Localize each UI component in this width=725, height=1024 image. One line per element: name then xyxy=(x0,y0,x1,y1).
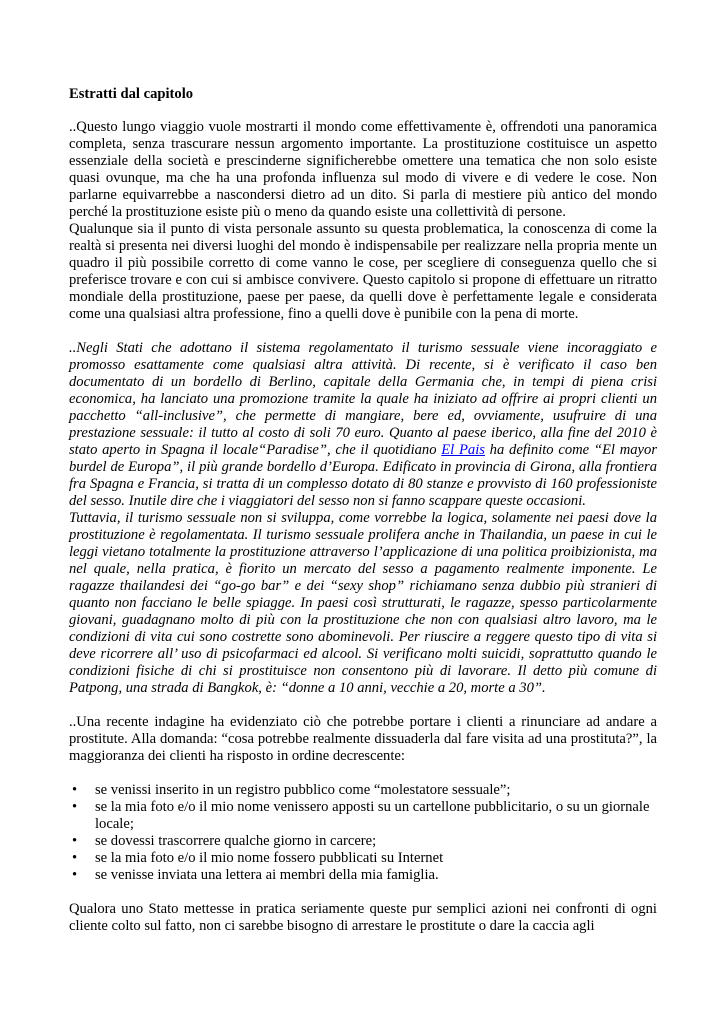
deterrent-list xyxy=(69,782,657,884)
paragraph-regulated-states xyxy=(69,340,657,510)
list-item-text: se la mia foto e/o il mio nome fossero pubblicati su Internet xyxy=(95,850,444,866)
list-item xyxy=(69,782,657,799)
list-item-text: se venisse inviata una lettera ai membri della mia famiglia. xyxy=(95,867,439,883)
spacer xyxy=(69,323,657,340)
document-page xyxy=(69,86,657,935)
paragraph-thailand: Tuttavia, il turismo sessuale non si sviluppa, come vorrebbe la logica, solamente nei paesi dove la prostituzione è regolamentata. Il turismo sessuale prolifera anche in Thailandia, un paese in cui le leggi vietano totalmente la prostituzione attraverso l’applicazione di una politica proibizionista, ma nel quale, nella pratica, è fiorito un mercato del sesso a pagamento realmente imponente. Le ragazze thailandesi dei “go-go bar” e dei “sexy shop” richiamano senza dubbio più stranieri di quanto non facciano le belle spiagge. In paesi così strutturati, le ragazze, spesso particolarmente giovani, guadagnano molto di più con la prostituzione che non con qualsiasi altro lavoro, ma le condizioni di vita cui sono costrette sono abominevoli. Per riuscire a reggere questo tipo di vita si deve ricorrere all’ uso di psicofarmaci ed alcool. Si verificano molti suicidi, soprattutto quando le condizioni fisiche di chi si prostituisce non consentono più di lavorare. Il detto più comune di Patpong, una strada di Bangkok, è: “donne a 10 anni, vecchie a 20, morte a 30”. xyxy=(69,510,657,696)
paragraph-intro: ..Questo lungo viaggio vuole mostrarti il mondo come effettivamente è, offrendoti una panoramica completa, senza trascurare nessun argomento importante. La prostituzione costituisce un aspetto essenziale della società e prescinderne significherebbe omettere una tematica che non solo esiste quasi ovunque, ma che ha una profonda influenza sul modo di vivere e di vedere le cose. Non parlarne equivarrebbe a nascondersi dietro ad un dito. Si parla di mestiere più antico del mondo perché la prostituzione esiste più o meno da quando esiste una collettività di persone. xyxy=(69,119,657,220)
paragraph-survey: ..Una recente indagine ha evidenziato ciò che potrebbe portare i clienti a rinunciare ad andare a prostitute. Alla domanda: “cosa potrebbe realmente dissuaderla dal fare visita ad una prostituta?”, la maggioranza dei clienti ha risposto in ordine decrescente: xyxy=(69,714,657,764)
list-item xyxy=(69,799,657,833)
spacer xyxy=(69,765,657,782)
list-item xyxy=(69,867,657,884)
list-item-text: se venissi inserito in un registro pubblico come “molestatore sessuale”; xyxy=(95,782,511,798)
bullet-icon: • xyxy=(72,867,78,883)
bullet-icon: • xyxy=(72,799,78,815)
list-item xyxy=(69,850,657,867)
bullet-icon: • xyxy=(72,833,78,849)
el-pais-link[interactable]: El Pais xyxy=(441,442,485,458)
text-segment: ..Negli Stati che adottano il sistema regolamentato il turismo sessuale viene incoraggiato e promosso esattamente come qualsiasi altra attività. Di recente, si è verificato il caso ben documentato di un bordello di Berlino, capitale della Germania che, in tempi di piena crisi economica, ha lanciato una promozione tramite la quale ha iniziato ad offrire ai propri clienti un pacchetto “all-inclusive”, che permette di mangiare, bere ed, ovviamente, usufruire di una prestazione sessuale: il tutto al costo di soli 70 euro. Quanto al paese iberico, alla fine del 2010 è stato aperto in Spagna il locale“Paradise”, che il quotidiano xyxy=(69,340,657,458)
bullet-icon: • xyxy=(72,782,78,798)
list-item-text: se dovessi trascorrere qualche giorno in carcere; xyxy=(95,833,377,849)
bullet-icon: • xyxy=(72,850,78,866)
list-item xyxy=(69,833,657,850)
paragraph-conclusion: Qualora uno Stato mettesse in pratica seriamente queste pur semplici azioni nei confronti di ogni cliente colto sul fatto, non ci sarebbe bisogno di arrestare le prostitute o dare la caccia agli xyxy=(69,901,657,934)
paragraph-viewpoint: Qualunque sia il punto di vista personale assunto su questa problematica, la conoscenza di come la realtà si presenta nei diversi luoghi del mondo è indispensabile per realizzare nella propria mente un quadro il più possibile corretto di come vanno le cose, per scegliere di conseguenza quello che si preferisce trovare e con cui si ambisce convivere. Questo capitolo si propone di effettuare un ritratto mondiale della prostituzione, paese per paese, da quelli dove è perfettamente legale e considerata come una qualsiasi altra professione, fino a quelli dove è punibile con la pena di morte. xyxy=(69,221,657,322)
spacer xyxy=(69,697,657,714)
section-title: Estratti dal capitolo xyxy=(69,86,194,102)
text-segment: ha definito come “El mayor burdel de Europa”, il più grande bordello d’Europa. Edificato in provincia di Girona, alla frontiera fra Spagna e Francia, si tratta di un complesso dotato di 80 stanze e provvisto di 160 professioniste del sesso. Inutile dire che i viaggiatori del sesso non si fanno scappare queste occasioni. xyxy=(69,442,657,509)
spacer xyxy=(69,884,657,901)
list-item-text: se la mia foto e/o il mio nome venissero apposti su un cartellone pubblicitario, o su un giornale locale; xyxy=(95,799,650,832)
